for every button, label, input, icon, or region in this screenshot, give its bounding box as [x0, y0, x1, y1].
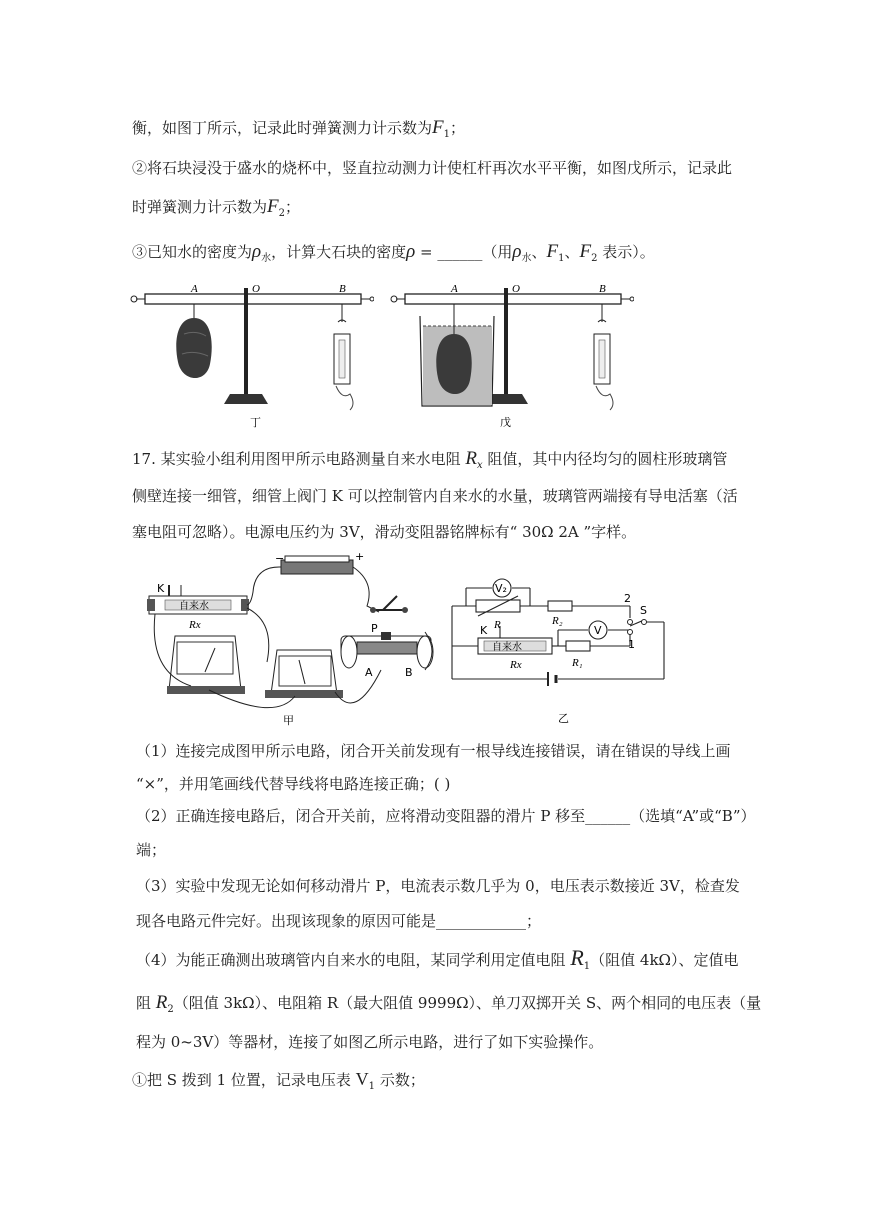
part-4-line-2: 阻 $R_2$（阻值 3kΩ）、电阻箱 R（最大阻值 9999Ω）、单刀双掷开关 S、两个相同的电压表（量	[136, 992, 762, 1015]
part-3-line-2: 现各电路元件完好。出现该现象的原因可能是____________；	[136, 912, 542, 930]
text-line-4: ③已知水的密度为$\rho_水$，计算大石块的密度ρ = ______（用$\rho_水$、$F_1$、$F_2$ 表示）。	[132, 241, 655, 264]
yi-label-v2: V₂	[495, 582, 507, 595]
jia-caption: 甲	[283, 714, 294, 727]
yi-label-one: 1	[628, 638, 635, 651]
jia-label-k: K	[157, 582, 165, 595]
yi-caption: 乙	[558, 712, 569, 725]
jia-label-minus: −	[275, 552, 285, 565]
lever-figure-ding	[128, 282, 374, 430]
jia-label-plus: +	[355, 552, 365, 563]
yi-label-water: 自来水	[492, 642, 522, 653]
yi-label-r2: R₂	[552, 615, 563, 627]
circuit-figure-jia	[135, 552, 440, 730]
ding-label-b: B	[339, 283, 346, 295]
part-4-step-1: ①把 S 拨到 1 位置，记录电压表 $V_1$ 示数；	[132, 1069, 425, 1092]
jia-label-p: P	[371, 622, 378, 635]
yi-label-r1: R₁	[572, 657, 583, 669]
part-3-line-1: （3）实验中发现无论如何移动滑片 P，电流表示数几乎为 0，电压表示数接近 3V，检查发	[136, 877, 740, 895]
text-line-1: 衡，如图丁所示，记录此时弹簧测力计示数为$F_1$；	[132, 117, 466, 140]
yi-label-v1: V	[594, 624, 602, 637]
lever-figure-wu	[388, 282, 634, 430]
part-4-line-1: （4）为能正确测出玻璃管内自来水的电阻，某同学利用定值电阻 $R_1$（阻值 4kΩ）、定值电	[136, 945, 739, 972]
text-line-3: 时弹簧测力计示数为$F_2$；	[132, 196, 301, 219]
part-1-line-2: “×”，并用笔画线代替导线将电路连接正确；( )	[136, 775, 451, 793]
wu-label-a: A	[451, 283, 458, 295]
circuit-figure-yi	[448, 576, 678, 726]
yi-label-s: S	[640, 604, 647, 617]
part-2-line-1: （2）正确连接电路后，闭合开关前，应将滑动变阻器的滑片 P 移至______（选填“A”或“B”）	[136, 807, 756, 825]
jia-label-b: B	[405, 666, 413, 679]
part-1-line-1: （1）连接完成图甲所示电路，闭合开关前发现有一根导线连接错误，请在错误的导线上画	[136, 742, 731, 760]
question-17-line-2: 侧壁连接一细管，细管上阀门 K 可以控制管内自来水的水量，玻璃管两端接有导电活塞（活	[132, 487, 738, 505]
jia-label-a: A	[365, 666, 373, 679]
yi-label-two: 2	[624, 592, 631, 605]
question-17-line-1: 17. 某实验小组利用图甲所示电路测量自来水电阻 $R_x$ 阻值，其中内径均匀的圆柱形玻璃管	[132, 448, 728, 471]
ding-caption: 丁	[250, 416, 261, 429]
ding-label-a: A	[191, 283, 198, 295]
yi-label-r: R	[494, 619, 501, 631]
question-17-line-3: 塞电阻可忽略）。电源电压约为 3V，滑动变阻器铭牌标有“ 30Ω 2A ”字样。	[132, 523, 637, 541]
ding-label-o: O	[252, 283, 260, 295]
wu-label-o: O	[512, 283, 520, 295]
part-2-line-2: 端；	[136, 841, 167, 859]
text-line-2: ②将石块浸没于盛水的烧杯中，竖直拉动测力计使杠杆再次水平平衡，如图戊所示，记录此	[132, 159, 733, 177]
jia-label-water: 自来水	[179, 601, 209, 612]
yi-label-rx: Rx	[510, 659, 522, 671]
part-4-line-3: 程为 0~3V）等器材，连接了如图乙所示电路，进行了如下实验操作。	[136, 1033, 604, 1051]
yi-label-k: K	[480, 624, 488, 637]
wu-caption: 戊	[500, 416, 511, 429]
jia-label-rx: Rx	[189, 619, 201, 631]
wu-label-b: B	[599, 283, 606, 295]
